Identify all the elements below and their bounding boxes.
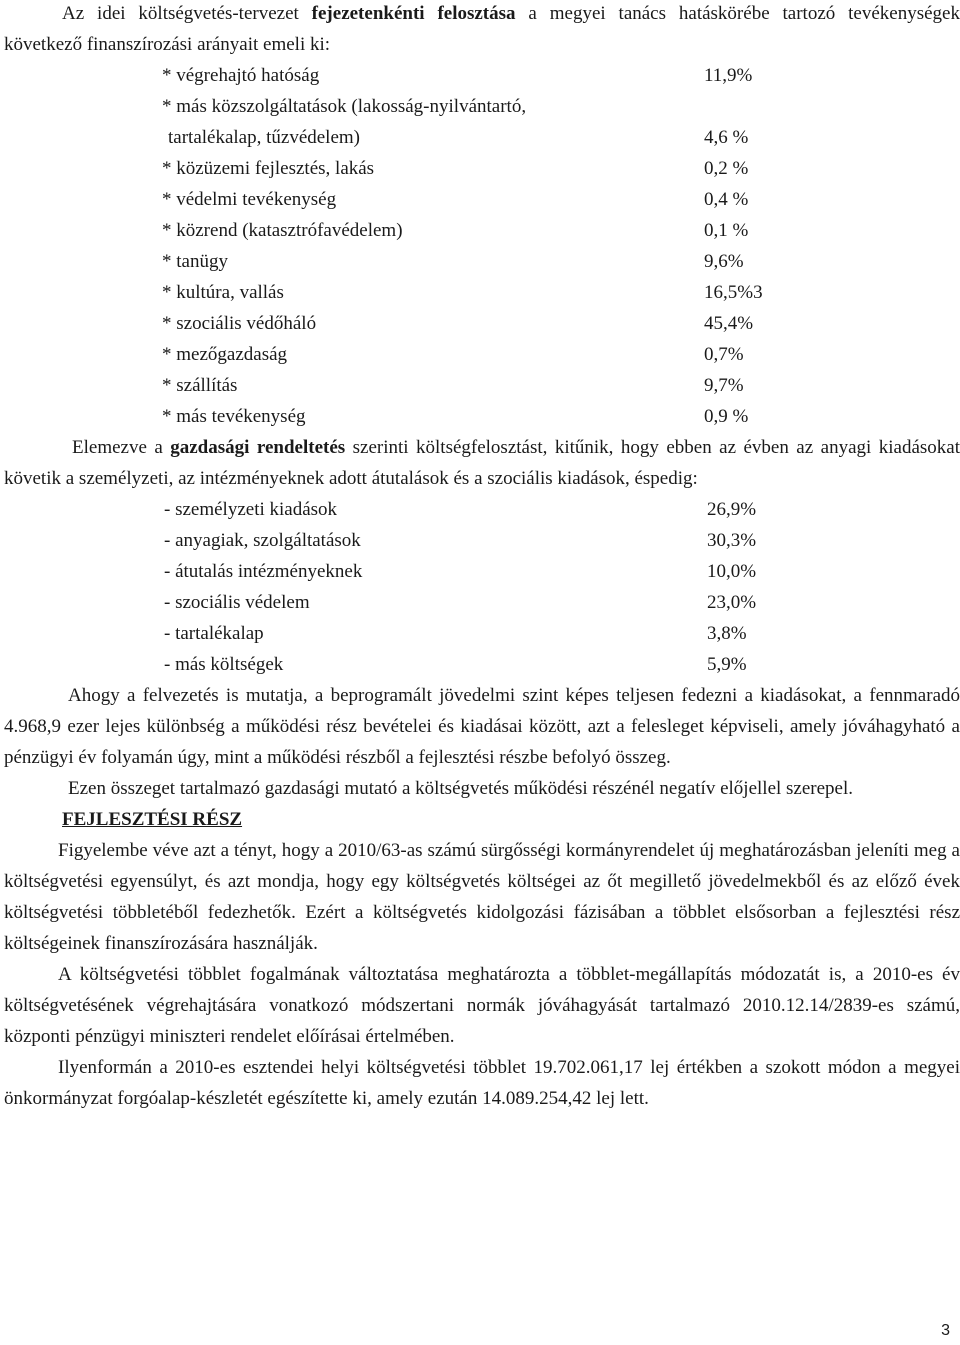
intro-prefix: Az idei költségvetés-tervezet (62, 3, 312, 24)
intro-suffix: a megyei tanács hatáskörébe tartozó tevékenységek következő finanszírozási arányait emeli ki: (4, 3, 960, 55)
economic-intro-bold: gazdasági rendeltetés (170, 437, 346, 458)
list-item: * szállítás 9,7% (162, 375, 744, 396)
list-item: * közüzemi fejlesztés, lakás 0,2 % (162, 158, 749, 179)
list-item: - anyagiak, szolgáltatások 30,3% (164, 530, 757, 551)
list-item: * más tevékenység 0,9 % (162, 406, 749, 427)
section-heading: FEJLESZTÉSI RÉSZ (62, 809, 243, 830)
body-paragraph-1: Ahogy a felvezetés is mutatja, a beprogramált jövedelmi szint képes teljesen fedezni a kiadásokat, a fennmaradó 4.968,9 ezer lejes különbség a működési rész bevételei és kiadásai között, azt a felesleget képviseli, amely jóváhagyható a pénzügyi év folyamán úgy, mint a működési részből a fejlesztési részbe befolyó összeg. (4, 685, 960, 768)
document-page (4, 0, 960, 1114)
list-item: * védelmi tevékenység 0,4 % (162, 189, 749, 210)
list-item: * végrehajtó hatóság 11,9% (162, 65, 753, 86)
intro-bold: fejezetenkénti felosztása (311, 3, 516, 24)
economic-intro-paragraph (4, 432, 960, 494)
economic-intro-suffix: szerinti költségfelosztást, kitűnik, hogy ebben az évben az anyagi kiadásokat követik a személyzeti, az intézményeknek adott átutalások és a szociális kiadások, éspedig: (4, 437, 960, 489)
body-paragraph-2: Ezen összeget tartalmazó gazdasági mutató a költségvetés működési részénél negatív előjellel szerepel. (68, 778, 854, 799)
body-paragraph-4: A költségvetési többlet fogalmának változtatása meghatározta a többlet-megállapítás módozatát is, a 2010-es év költségvetésének végrehajtására vonatkozó módszertani normák jóváhagyását tartalmazó 2010.12.14/2839-es számú, központi pénzügyi miniszteri rendelet előírásai értelmében. (4, 964, 960, 1047)
intro-paragraph (4, 0, 960, 60)
list-item: * mezőgazdaság 0,7% (162, 344, 744, 365)
functional-allocation-list (4, 60, 960, 432)
list-item: * közrend (katasztrófavédelem) 0,1 % (162, 220, 749, 241)
page-number: 3 (941, 1322, 950, 1339)
list-item: * szociális védőháló 45,4% (162, 313, 754, 334)
economic-intro-prefix: Elemezve a (72, 437, 171, 458)
body-paragraph-5: Ilyenformán a 2010-es esztendei helyi költségvetési többlet 19.702.061,17 lej értékben a szokott módon a megyei önkormányzat forgóalap-készletét egészítette ki, amely ezután 14.089.254,42 lej lett. (4, 1057, 960, 1109)
list-item: * tanügy 9,6% (162, 251, 744, 272)
list-item: - szociális védelem 23,0% (164, 592, 757, 613)
list-item: * más közszolgáltatások (lakosság-nyilvántartó, (162, 96, 527, 117)
body-paragraph-3: Figyelembe véve azt a tényt, hogy a 2010/63-as számú sürgősségi kormányrendelet új meghatározásban jeleníti meg a költségvetési egyensúlyt, és azt mondja, hogy egy költségvetés költségei az őt megillető jövedelmekből és az előző évek költségvetési többletéből fedezhetők. Ezért a költségvetés kidolgozási fázisában a többlet elsősorban a fejlesztési rész költségeinek finanszírozására használják. (4, 840, 960, 954)
list-item: - személyzeti kiadások 26,9% (164, 499, 757, 520)
economic-allocation-list (4, 494, 960, 680)
list-item: - átutalás intézményeknek 10,0% (164, 561, 757, 582)
list-item: - más költségek 5,9% (164, 654, 747, 675)
list-item: tartalékalap, tűzvédelem) 4,6 % (168, 127, 749, 148)
list-item: * kultúra, vallás 16,5%3 (162, 282, 763, 303)
list-item: - tartalékalap 3,8% (164, 623, 747, 644)
